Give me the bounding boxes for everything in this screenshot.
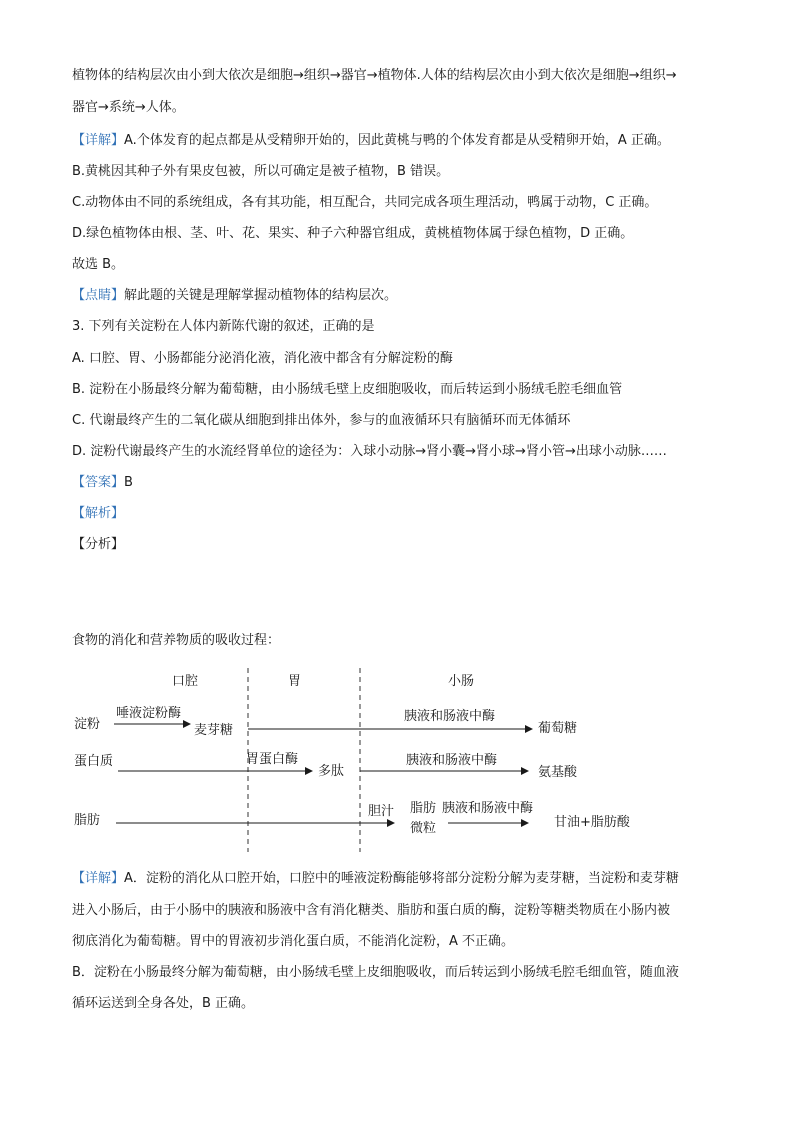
intro-line-1: 植物体的结构层次由小到大依次是细胞→组织→器官→植物体.人体的结构层次由小到大依次是细胞→组织→ [72,68,677,83]
label-fat-particle-1: 脂肪 [410,801,437,816]
analysis-tag: 【解析】 [72,506,125,521]
comment-text: 解此题的关键是理解掌握动植物体的结构层次。 [124,288,398,303]
label-pepsin: 胃蛋白酶 [246,752,299,767]
label-pancreatic-1: 胰液和肠液中酶 [404,709,496,724]
comment [72,287,397,305]
detail-a [72,132,670,150]
detail2-b-line-2: 循环运送到全身各处，B 正确。 [72,996,255,1011]
detail2-a-line-1 [72,870,679,888]
label-protein: 蛋白质 [74,754,114,769]
detail2-a-line-3: 彻底消化为葡萄糖。胃中的胃液初步消化蛋白质，不能消化淀粉，A 不正确。 [72,934,515,949]
column-mouth: 口腔 [172,674,199,689]
label-glycerol: 甘油+脂肪酸 [554,815,630,830]
detail2-a1-text: A．淀粉的消化从口腔开始，口腔中的唾液淀粉酶能够将部分淀粉分解为麦芽糖，当淀粉和麦芽糖 [124,871,679,886]
detail2-a-line-2: 进入小肠后，由于小肠中的胰液和肠液中含有消化糖类、脂肪和蛋白质的酶，淀粉等糖类物质在小肠内被 [72,903,671,918]
question-3-option-c: C. 代谢最终产生的二氧化碳从细胞到排出体外，参与的血液循环只有脑循环而无体循环 [72,413,571,428]
question-3-stem: 3. 下列有关淀粉在人体内新陈代谢的叙述，正确的是 [72,319,375,334]
label-peptide: 多肽 [318,764,345,779]
diagram-caption: 食物的消化和营养物质的吸收过程： [72,633,281,648]
detail2-tag: 【详解】 [72,871,125,886]
label-amino: 氨基酸 [538,765,578,780]
analyze-tag: 【分析】 [72,537,125,552]
detail-c: C.动物体由不同的系统组成，各有其功能，相互配合，共同完成各项生理活动，鸭属于动物，C 正确。 [72,195,658,210]
label-pancreatic-3: 胰液和肠液中酶 [442,801,534,816]
label-saliva-enzyme: 唾液淀粉酶 [116,706,182,721]
answer [72,474,133,492]
answer-tag: 【答案】 [72,475,125,490]
label-bile: 胆汁 [368,804,395,819]
comment-tag: 【点睛】 [72,288,125,303]
question-3-option-d: D. 淀粉代谢最终产生的水流经肾单位的途径为：入球小动脉→肾小囊→肾小球→肾小管→出球小动脉…… [72,444,667,459]
question-3-option-a: A. 口腔、胃、小肠都能分泌消化液，消化液中都含有分解淀粉的酶 [72,351,453,366]
label-fat: 脂肪 [74,813,101,828]
column-stomach: 胃 [288,674,302,689]
label-maltose: 麦芽糖 [194,723,234,738]
answer-value: B [124,475,133,490]
detail-b: B.黄桃因其种子外有果皮包被，所以可确定是被子植物，B 错误。 [72,164,450,179]
digestion-diagram [72,660,662,855]
detail-a-text: A.个体发育的起点都是从受精卵开始的，因此黄桃与鸭的个体发育都是从受精卵开始，A 正确。 [124,133,670,148]
label-starch: 淀粉 [74,717,101,732]
question-3-option-b: B. 淀粉在小肠最终分解为葡萄糖，由小肠绒毛壁上皮细胞吸收，而后转运到小肠绒毛腔毛细血管 [72,382,623,397]
detail-d: D.绿色植物体由根、茎、叶、花、果实、种子六种器官组成，黄桃植物体属于绿色植物，D 正确。 [72,226,634,241]
detail-choice: 故选 B。 [72,257,125,272]
detail-tag: 【详解】 [72,133,125,148]
label-pancreatic-2: 胰液和肠液中酶 [406,753,498,768]
label-glucose: 葡萄糖 [538,721,578,736]
detail2-b-line-1: B．淀粉在小肠最终分解为葡萄糖，由小肠绒毛壁上皮细胞吸收，而后转运到小肠绒毛腔毛细血管，随血液 [72,965,679,980]
column-intestine: 小肠 [448,674,475,689]
label-fat-particle-2: 微粒 [410,821,437,836]
intro-line-2: 器官→系统→人体。 [72,100,185,115]
